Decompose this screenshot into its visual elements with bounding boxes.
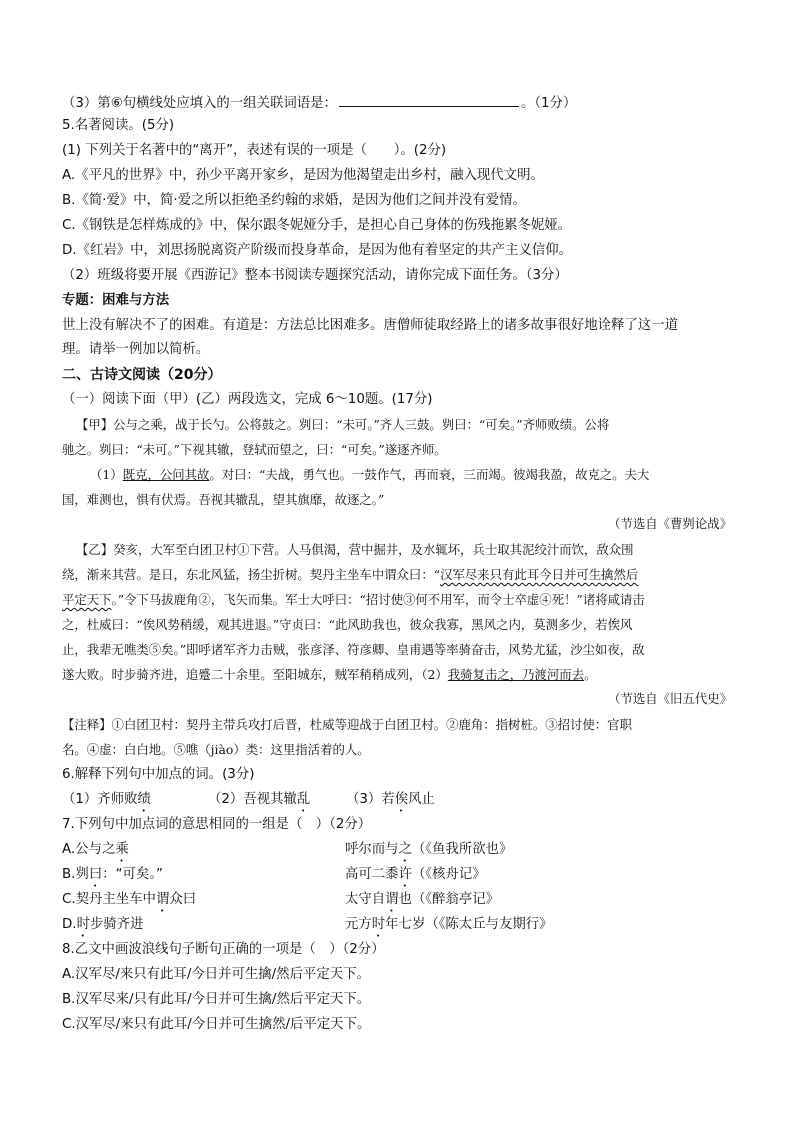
yi-wavy-sentence-part2: 平定天下 — [62, 592, 112, 607]
jia-source: （节选自《曹刿论战》 — [608, 516, 732, 531]
jia-line2: 驰之。刿曰：“未可。”下视其辙，登轼而望之，曰：“可矣。”遂逐齐师。 — [62, 442, 447, 457]
yi-line2-pre: 绕，渐来其营。是日，东北风猛，扬尘折树。契丹主坐车中谓众曰：“ — [62, 567, 441, 582]
q6-item-2-pre: （2）吾视其辙 — [208, 792, 297, 807]
q7-b-right-dotted: 许 — [398, 867, 412, 882]
jia-line3-post: 。对曰：“夫战，勇气也。一鼓作气，再而衰，三而竭。彼竭我盈，故克之。夫大 — [209, 467, 650, 482]
q7-c-left-pre: C.契丹主坐车中 — [62, 892, 156, 907]
q5-para-line2: 理。请举一例加以简析。 — [62, 342, 210, 357]
q7-d-left-dotted: 时 — [76, 917, 90, 932]
q6-item-3 — [346, 791, 435, 815]
q7-c-right-dotted: 谓 — [385, 892, 399, 907]
yi-line4: 之，杜威曰：“俟风势稍缓，观其进退。”守贞曰：“此风助我也，彼众我寡，黑风之内，莫测多少，若俟风 — [62, 617, 633, 632]
q7-c-left-dotted: 谓 — [155, 892, 170, 907]
jia-underlined-sentence: 既克，公问其故 — [122, 467, 210, 482]
q6-item-3-dotted: 俟 — [394, 792, 409, 807]
yi-source: （节选自《旧五代史》 — [608, 691, 732, 706]
section2-intro: （一）阅读下面（甲）(乙）两段选文，完成 6～10题。(17分) — [62, 392, 433, 407]
q5-3-line — [62, 92, 576, 113]
yi-line1: 【乙】癸亥，大军至白团卫村①下营。人马俱渴，营中掘井，及水辄坏，兵士取其泥绞汁而饮，敌众围 — [76, 542, 634, 557]
yi-line2 — [62, 566, 638, 584]
jia-line3 — [90, 466, 649, 484]
q6-item-3-pre: （3）若 — [346, 792, 395, 807]
q7-row-c-right — [345, 891, 499, 915]
q7-row-d-left — [62, 916, 144, 940]
q5-sub2: （2）班级将要开展《西游记》整本书阅读专题探究活动，请你完成下面任务。（3分） — [62, 268, 568, 283]
q8-option-a: A.汉军尽/来只有此耳/今日并可生擒/然后平定天下。 — [62, 967, 370, 982]
q5-option-c: C.《钢铁是怎样炼成的》中，保尔跟冬妮娅分手，是担心自己身体的伤残拖累冬妮娅。 — [62, 218, 572, 233]
q7-row-d-right — [345, 916, 553, 940]
jia-line1: 【甲】公与之乘，战于长勺。公将鼓之。刿曰：“未可。”齐人三鼓。刿曰：“可矣。”齐师败绩。公将 — [76, 417, 610, 432]
q7-row-b-left — [62, 866, 163, 890]
q7-row-a-right — [345, 841, 512, 865]
q7-b-right-post: （《核舟记》 — [411, 867, 486, 882]
q5-sub1: (1) 下列关于名著中的“离开”，表述有误的一项是（ ）。(2分) — [62, 143, 447, 158]
yi-line6-pre: 遂大败。时步骑齐进，追蹙二十余里。至阳城东，贼军稍稍成列，（2） — [62, 667, 448, 682]
q8-title: 8.乙文中画波浪线句子断句正确的一项是（ ）（2分） — [62, 942, 385, 957]
q6-item-2 — [208, 791, 310, 815]
q7-row-c-left — [62, 891, 196, 915]
q6-title: 6.解释下列句中加点的词。(3分) — [62, 767, 255, 782]
q8-option-b: B.汉军尽来/只有此耳/今日并可生擒/然后平定天下。 — [62, 992, 371, 1007]
q5-title: 5.名著阅读。(5分) — [62, 118, 175, 133]
q7-b-left-post: ：“可矣。” — [102, 867, 163, 882]
jia-line4: 国，难测也，惧有伏焉。吾视其辙乱，望其旗靡，故逐之。” — [62, 492, 385, 507]
q7-a-left-dotted: 乘 — [115, 842, 129, 857]
q6-item-1-pre: （1）齐师败 — [62, 792, 138, 807]
q5-3-prefix: （3）第⑥句横线处应填入的一组关联词语是： — [62, 96, 337, 111]
q5-para-line1: 世上没有解决不了的困难。有道是：方法总比困难多。唐僧师徒取经路上的诸多故事很好地诠释了这一道 — [62, 318, 678, 333]
q7-c-left-post: 众曰 — [169, 892, 197, 907]
section2-heading: 二、古诗文阅读（20分） — [62, 367, 222, 383]
q7-c-right-pre: 太守自 — [345, 892, 386, 907]
q7-d-left-pre: D. — [62, 917, 77, 932]
q7-b-left-dotted: 曰 — [88, 867, 103, 882]
q6-item-1 — [62, 791, 151, 815]
yi-line5: 止，我辈无噍类⑤矣。”即呼诸军齐力击贼，张彦泽、符彦卿、皇甫遇等率骑奋击，风势尤猛，沙尘如夜，敌 — [62, 642, 645, 657]
q7-a-right-pre: 呼尔而与 — [345, 842, 399, 857]
q7-b-right-pre: 高可二黍 — [345, 867, 399, 882]
q7-d-left-post: 步骑齐进 — [89, 917, 144, 932]
q7-c-right-post: 也（《醉翁亭记》 — [398, 892, 499, 907]
yi-wavy-sentence-part1: 汉军尽来只有此耳今日并可生擒然后 — [440, 567, 639, 582]
q6-item-1-dotted: 绩 — [137, 792, 151, 807]
jia-line3-pre: （1） — [90, 467, 123, 482]
q7-row-a-left — [62, 841, 129, 865]
q5-option-d: D.《红岩》中，刘思扬脱离资产阶级而投身革命，是因为他有着坚定的共产主义信仰。 — [62, 243, 573, 258]
yi-line3-post: 。”令下马拔鹿角②，飞矢而集。军士大呼曰：“招讨使③何不用军，而令士卒虚④死！”诸将咸请击 — [111, 592, 645, 607]
q7-d-right-post: 年七岁（《陈太丘与友期行》 — [385, 917, 553, 932]
q7-b-left-pre: B.刿 — [62, 867, 89, 882]
q7-row-b-right — [345, 866, 486, 890]
q5-3-suffix: 。（1分） — [520, 96, 577, 111]
yi-line6-post: 。 — [584, 667, 597, 682]
yi-line6 — [62, 666, 596, 684]
q7-title: 7.下列句中加点词的意思相同的一组是（ ）（2分） — [62, 817, 372, 832]
q5-topic: 专题：困难与方法 — [62, 293, 170, 308]
q5-option-b: B.《简·爱》中，简·爱之所以拒绝圣约翰的求婚，是因为他们之间并没有爱情。 — [62, 193, 526, 208]
yi-underlined-sentence: 我骑复击之，乃渡河而去 — [447, 667, 585, 682]
q7-a-left-pre: A.公与之 — [62, 842, 116, 857]
answer-blank[interactable] — [339, 92, 519, 107]
q7-d-right-dotted: 时 — [371, 917, 386, 932]
q8-option-c: C.汉军尽/来只有此耳/今日并可生擒然/后平定天下。 — [62, 1017, 371, 1032]
q7-d-right-pre: 元方 — [345, 917, 372, 932]
q7-a-right-dotted: 之 — [398, 842, 412, 857]
q5-option-a: A.《平凡的世界》中，孙少平离开家乡，是因为他渴望走出乡村，融入现代文明。 — [62, 168, 544, 183]
q7-a-right-post: （《鱼我所欲也》 — [411, 842, 513, 857]
notes-line1: 【注释】①白团卫村：契丹主带兵攻打后晋，杜威等迎战于白团卫村。②鹿角：指树桩。③招讨使：官职 — [62, 717, 632, 732]
q6-item-3-post: 风止 — [408, 792, 435, 807]
yi-line3 — [62, 591, 645, 609]
q6-item-2-dotted: 乱 — [296, 792, 311, 807]
notes-line2: 名。④虚：白白地。⑤噍（jiào）类：这里指活着的人。 — [62, 742, 370, 757]
